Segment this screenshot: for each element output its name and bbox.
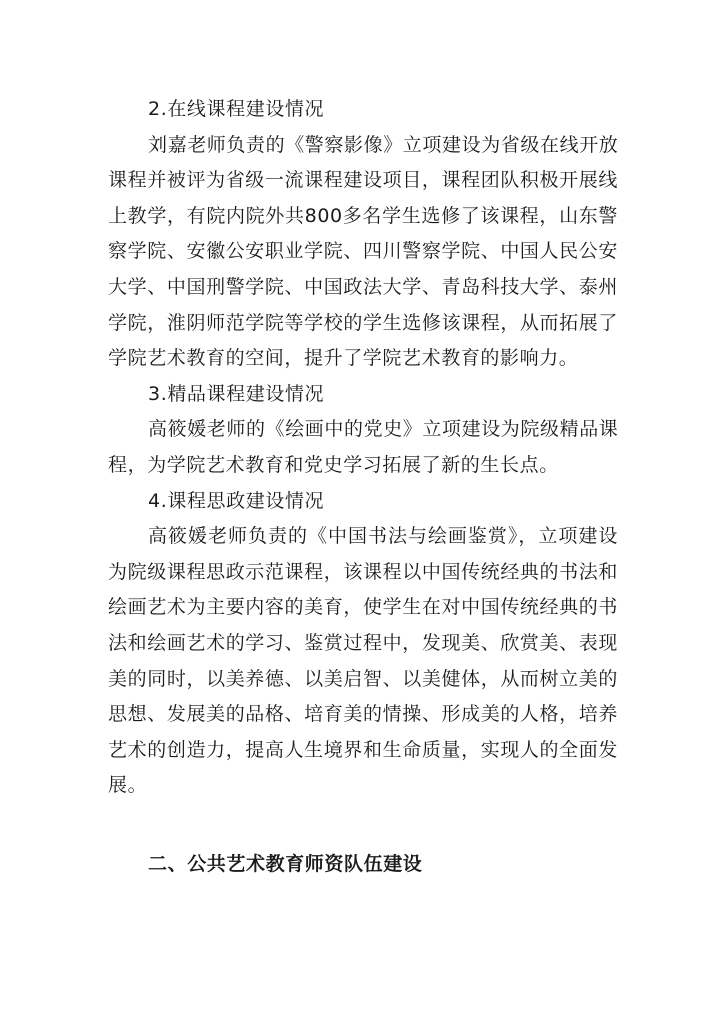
- paragraph-line: 高筱媛老师的《绘画中的党史》立项建设为院级精品课: [148, 418, 619, 441]
- paragraph-line: 展。: [108, 774, 148, 797]
- paragraph-line: 刘嘉老师负责的《警察影像》立项建设为省级在线开放: [148, 133, 619, 156]
- paragraph-line: 程，为学院艺术教育和党史学习拓展了新的生长点。: [108, 453, 559, 476]
- paragraph-line: 学院，淮阴师范学院等学校的学生选修该课程，从而拓展了: [108, 311, 618, 334]
- paragraph-line: 为院级课程思政示范课程，该课程以中国传统经典的书法和: [108, 560, 618, 583]
- part-heading-faculty: 二、公共艺术教育师资队伍建设: [148, 853, 423, 875]
- section-heading-online-courses: 2.在线课程建设情况: [148, 98, 325, 120]
- paragraph-line: 思想、发展美的品格、培育美的情操、形成美的人格，培养: [108, 703, 618, 726]
- paragraph-line: 上教学，有院内院外共800多名学生选修了该课程，山东警: [108, 204, 618, 227]
- section-heading-quality-courses: 3.精品课程建设情况: [148, 382, 325, 405]
- paragraph-line: 美的同时，以美养德、以美启智、以美健体，从而树立美的: [108, 667, 618, 690]
- paragraph-line: 课程并被评为省级一流课程建设项目，课程团队积极开展线: [108, 169, 618, 192]
- paragraph-line: 高筱媛老师负责的《中国书法与绘画鉴赏》，立项建设: [148, 525, 618, 548]
- paragraph-line: 艺术的创造力，提高人生境界和生命质量，实现人的全面发: [108, 738, 618, 761]
- section-heading-ideological-courses: 4.课程思政建设情况: [148, 489, 325, 512]
- paragraph-line: 大学、中国刑警学院、中国政法大学、青岛科技大学、泰州: [108, 275, 618, 298]
- paragraph-line: 察学院、安徽公安职业学院、四川警察学院、中国人民公安: [108, 240, 618, 263]
- paragraph-line: 法和绘画艺术的学习、鉴赏过程中，发现美、欣赏美、表现: [108, 631, 618, 654]
- document-body: [108, 92, 618, 804]
- paragraph-line: 学院艺术教育的空间，提升了学院艺术教育的影响力。: [108, 347, 579, 370]
- paragraph-line: 绘画艺术为主要内容的美育，使学生在对中国传统经典的书: [108, 596, 618, 619]
